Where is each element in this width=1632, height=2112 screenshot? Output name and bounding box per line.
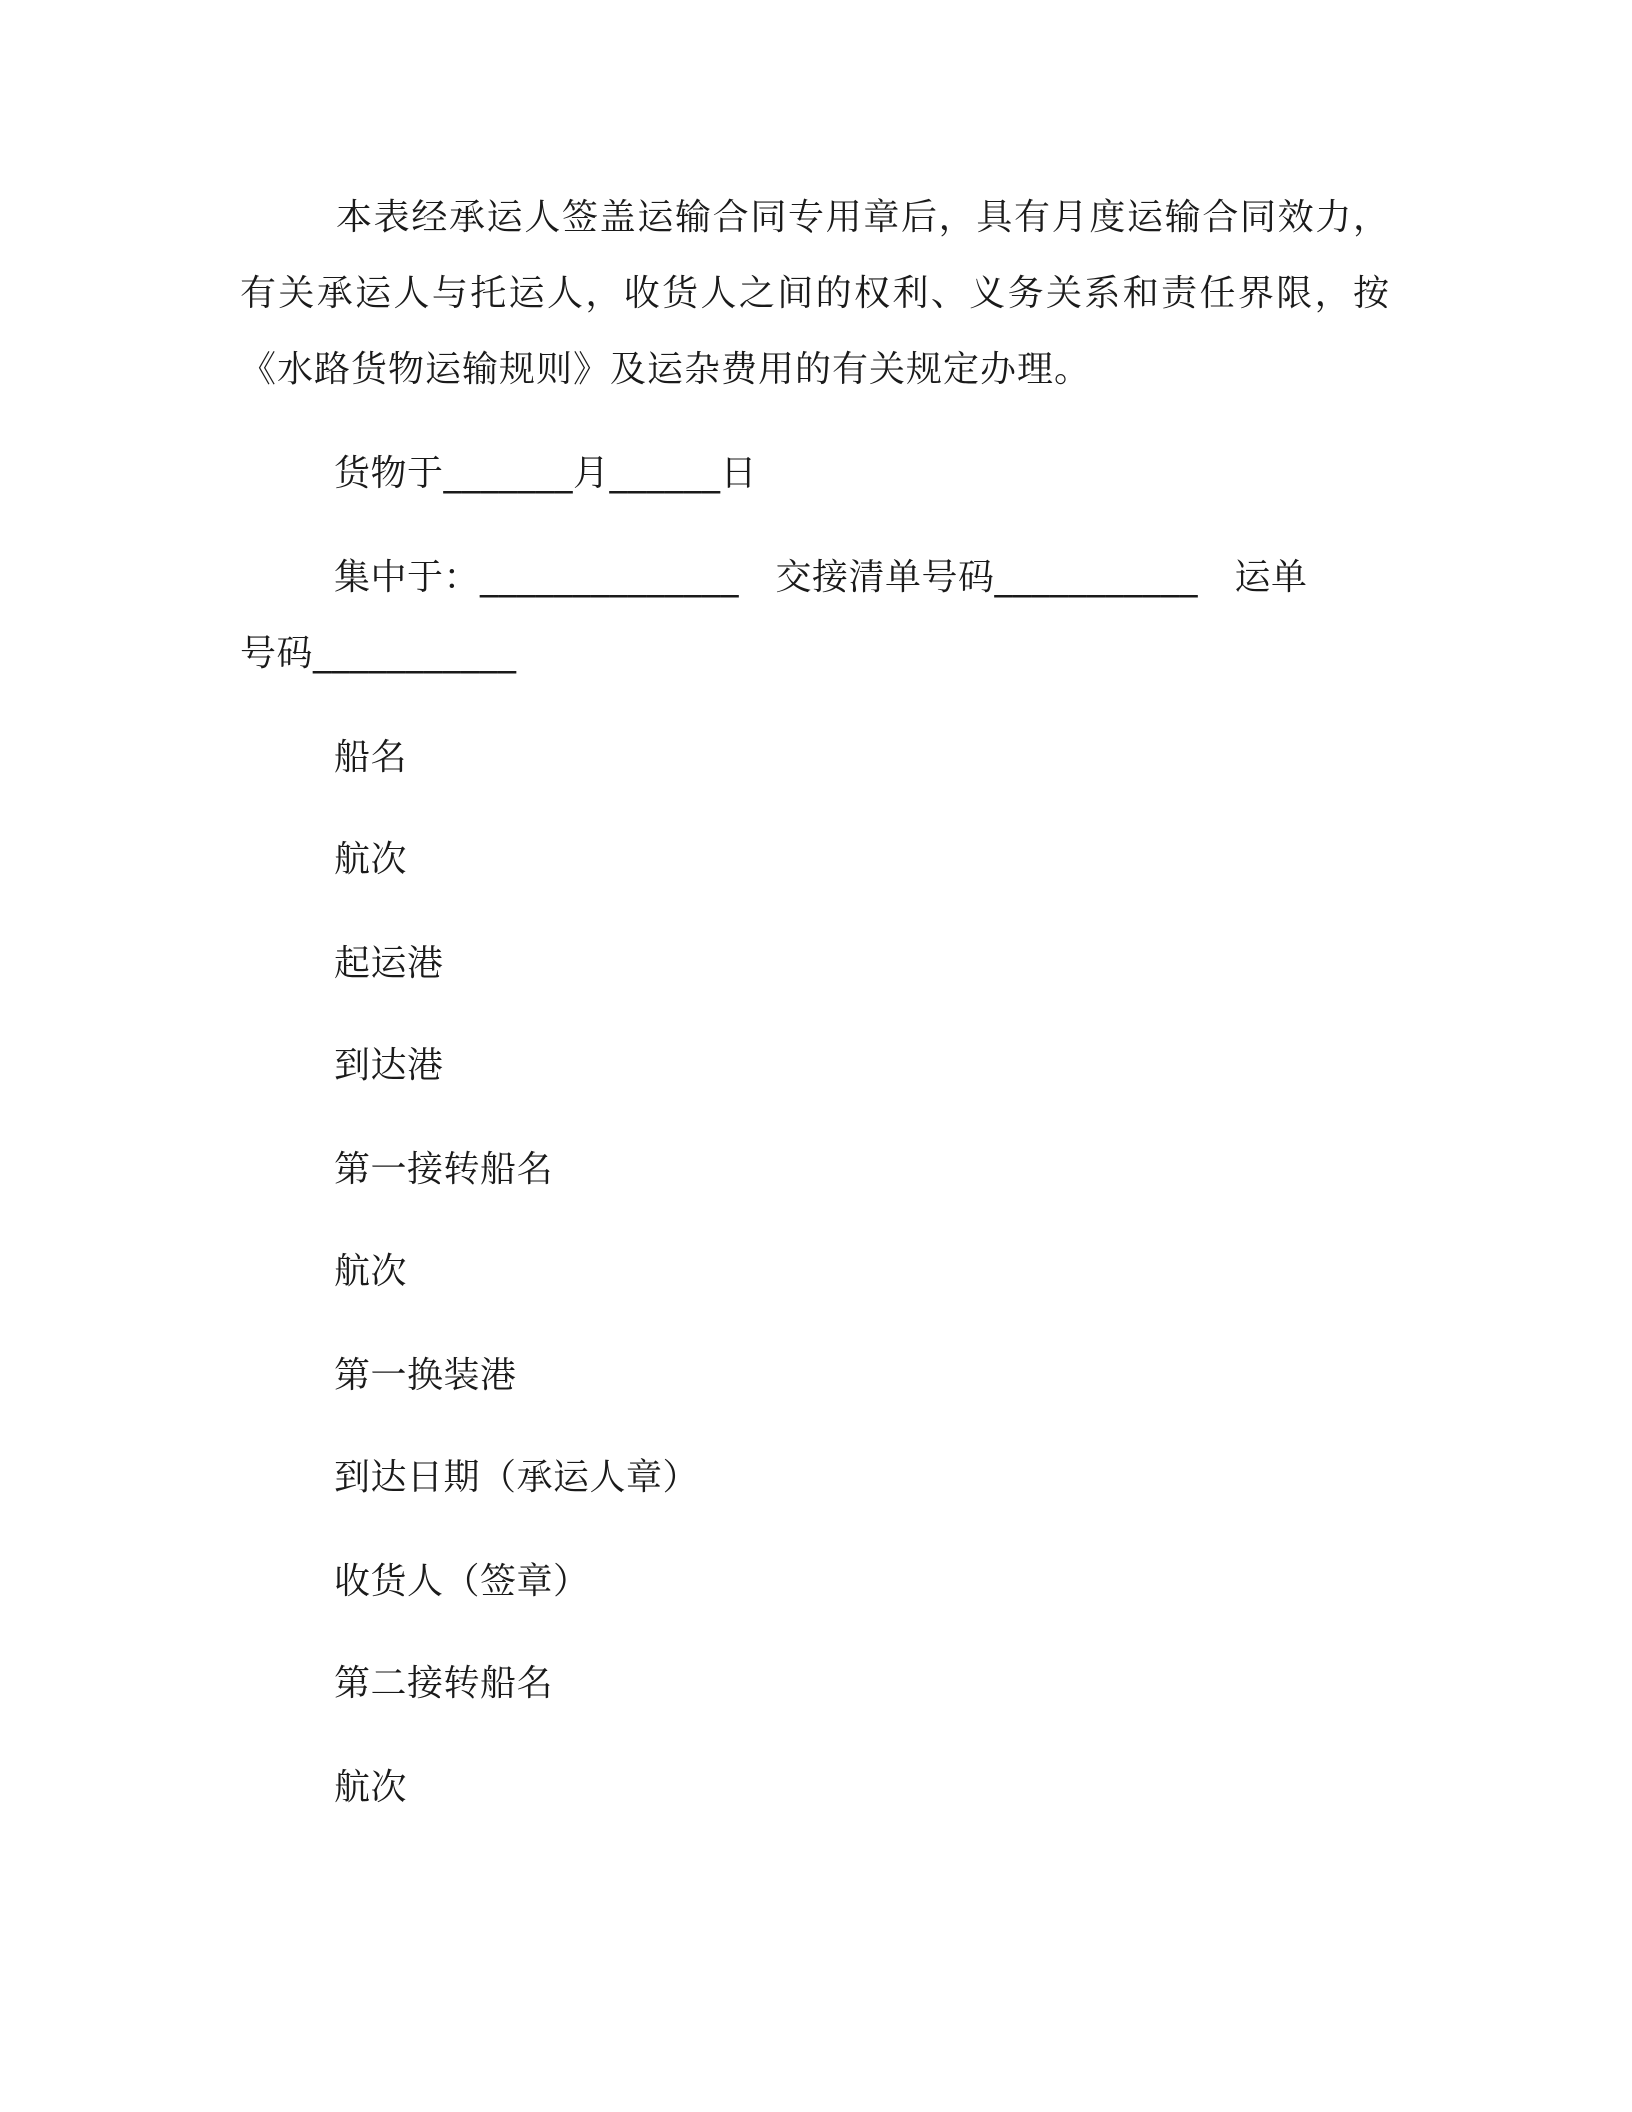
waybill-number-line: 号码___________ (240, 633, 517, 674)
concentrate-line: 集中于：______________ 交接清单号码___________ 运单 (334, 557, 1308, 598)
field-first-transshipment-port: 第一换装港 (334, 1355, 517, 1396)
field-arrival-port: 到达港 (334, 1045, 444, 1086)
field-arrival-date: 到达日期（承运人章） (334, 1457, 700, 1498)
field-departure-port: 起运港 (334, 943, 444, 984)
field-consignee: 收货人（签章） (334, 1561, 590, 1602)
date-line: 货物于_______月______日 (334, 453, 758, 494)
field-second-transfer-ship: 第二接转船名 (334, 1663, 554, 1704)
field-first-transfer-ship: 第一接转船名 (334, 1149, 554, 1190)
field-first-transfer-voyage: 航次 (334, 1251, 408, 1292)
field-ship-name: 船名 (334, 737, 408, 778)
field-second-transfer-voyage: 航次 (334, 1767, 408, 1808)
field-voyage: 航次 (334, 839, 408, 880)
body-paragraph: 本表经承运人签盖运输合同专用章后，具有月度运输合同效力，有关承运人与托运人，收货人之间的权利、义务关系和责任界限，按《水路货物运输规则》及运杂费用的有关规定办理。 (240, 197, 1390, 390)
